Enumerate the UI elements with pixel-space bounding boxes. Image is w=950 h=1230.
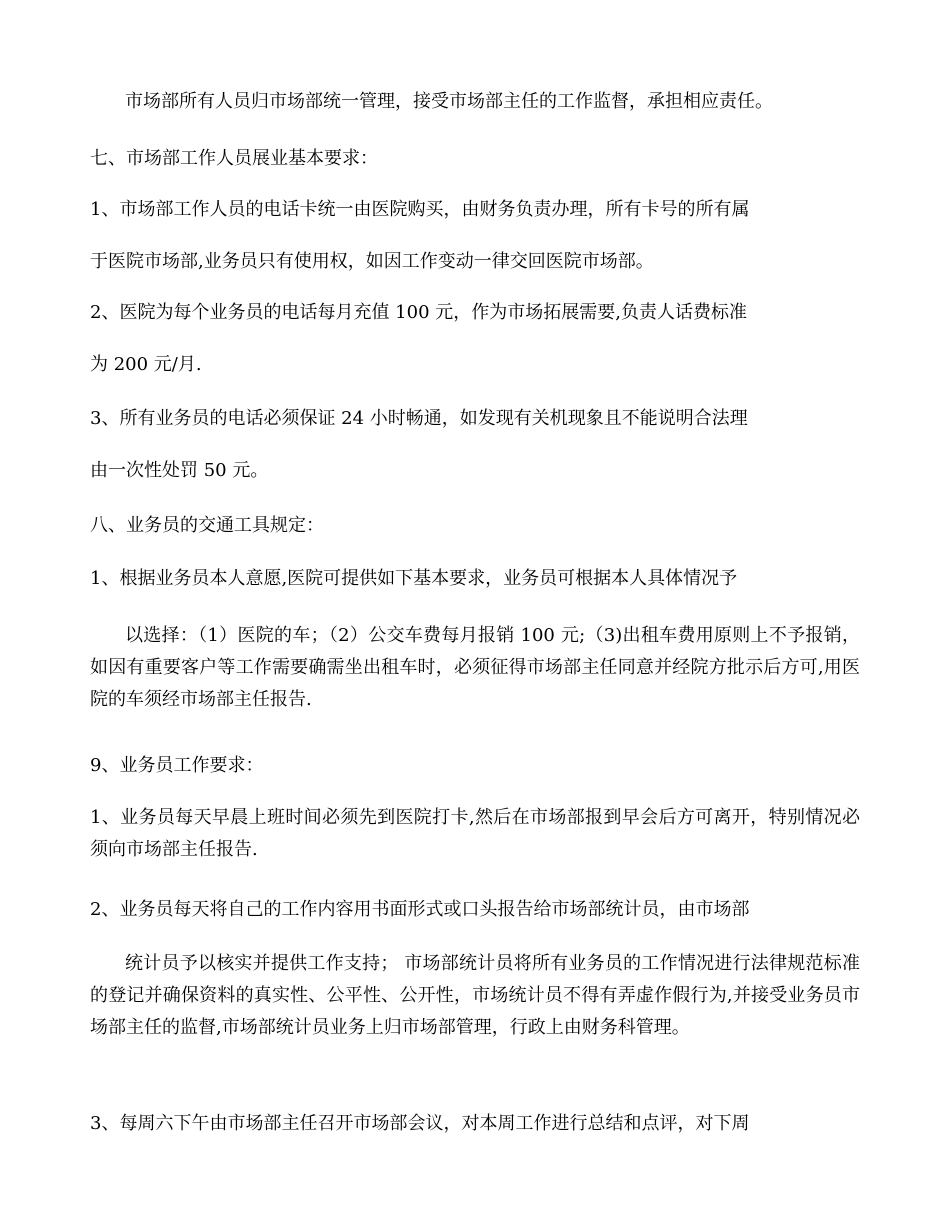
item-9-2-continuation-text: 统计员予以核实并提供工作支持； 市场部统计员将所有业务员的工作情况进行法律规范标准的登记并确保资料的真实性、公平性、公开性，市场统计员不得有弄虚作假行为,并接受业务员市场部主任的监督,市场部统计员业务上归市场部管理，行政上由财务科管理。 (90, 953, 860, 1038)
item-7-3-line-1: 3、所有业务员的电话必须保证 24 小时畅通，如发现有关机现象且不能说明合法理 (90, 408, 748, 429)
item-9-1 (90, 802, 860, 866)
item-8-1-continuation (90, 620, 860, 716)
item-9-1-text: 1、业务员每天早晨上班时间必须先到医院打卡,然后在市场部报到早会后方可离开，特别情况必须向市场部主任报告. (90, 807, 860, 860)
section-heading-8: 八、业务员的交通工具规定： (90, 515, 324, 536)
item-7-1-line-2: 于医院市场部,业务员只有使用权，如因工作变动一律交回医院市场部。 (90, 251, 654, 272)
item-7-3-line-2: 由一次性处罚 50 元。 (90, 460, 269, 481)
section-heading-9: 9、业务员工作要求： (90, 755, 264, 776)
item-7-1-line-1: 1、市场部工作人员的电话卡统一由医院购买，由财务负责办理，所有卡号的所有属 (90, 199, 750, 220)
item-9-3-line-1: 3、每周六下午由市场部主任召开市场部会议，对本周工作进行总结和点评，对下周 (90, 1113, 750, 1134)
item-9-2-continuation (90, 948, 860, 1044)
section-heading-7: 七、市场部工作人员展业基本要求： (90, 148, 378, 169)
item-9-2-line-1: 2、业务员每天将自己的工作内容用书面形式或口头报告给市场部统计员，由市场部 (90, 899, 750, 920)
item-7-2-line-2: 为 200 元/月. (90, 354, 202, 375)
paragraph-market-staff-management: 市场部所有人员归市场部统一管理，接受市场部主任的工作监督，承担相应责任。 (125, 91, 773, 112)
item-8-1-line-1: 1、根据业务员本人意愿,医院可提供如下基本要求，业务员可根据本人具体情况予 (90, 568, 738, 589)
item-7-2-line-1: 2、医院为每个业务员的电话每月充值 100 元，作为市场拓展需要,负责人话费标准 (90, 302, 747, 323)
item-8-1-continuation-text: 以选择：（1）医院的车；（2）公交车费每月报销 100 元;（3)出租车费用原则上不予报销，如因有重要客户等工作需要确需坐出租车时，必须征得市场部主任同意并经院方批示后方可,用医院的车须经市场部主任报告. (90, 625, 860, 710)
